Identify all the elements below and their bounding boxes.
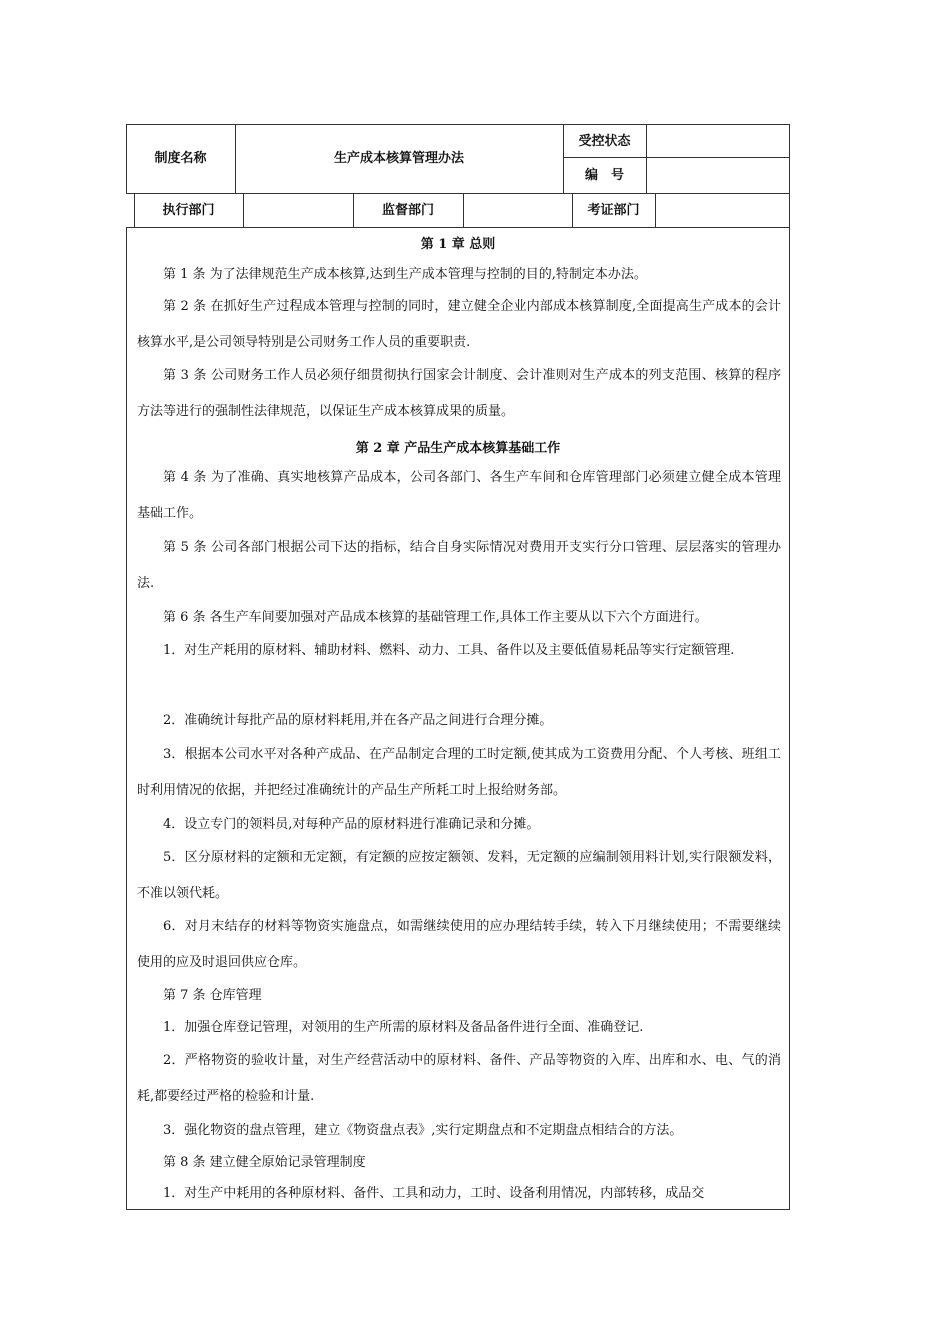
article-5: 第 5 条 公司各部门根据公司下达的指标，结合自身实际情况对费用开支实行分口管理、层层落实的管理办法. <box>137 540 781 591</box>
supervise-dept-label: 监督部门 <box>381 203 434 218</box>
article-7-item-2: 2．严格物资的验收计量，对生产经营活动中的原材料、备件、产品等物资的入库、出库和水、电、气的消耗,都要经过严格的检验和计量. <box>137 1053 781 1104</box>
article-7: 第 7 条 仓库管理 <box>163 988 262 1003</box>
content-box <box>126 227 790 1210</box>
chapter-1-heading: 第 1 章 总则 <box>420 237 496 252</box>
article-6-item-6: 6．对月末结存的材料等物资实施盘点，如需继续使用的应办理结转手续，转入下月继续使用；不需要继续使用的应及时退回供应仓库。 <box>137 919 781 970</box>
name-label: 制度名称 <box>154 151 207 166</box>
name-value: 生产成本核算管理办法 <box>333 151 464 166</box>
article-6-item-2: 2．准确统计每批产品的原材料耗用,并在各产品之间进行合理分摊。 <box>163 713 553 728</box>
article-3: 第 3 条 公司财务工作人员必须仔细贯彻执行国家会计制度、会计准则对生产成本的列支范围、核算的程序方法等进行的强制性法律规范，以保证生产成本核算成果的质量。 <box>137 368 781 419</box>
article-7-item-1: 1．加强仓库登记管理，对领用的生产所需的原材料及备品备件进行全面、准确登记. <box>163 1020 644 1035</box>
divider <box>655 193 656 228</box>
article-8-item-1: 1．对生产中耗用的各种原材料、备件、工具和动力，工时、设备利用情况，内部转移，成品交 <box>163 1186 705 1201</box>
audit-dept-label: 考证部门 <box>587 203 640 218</box>
divider <box>463 193 464 228</box>
control-label: 受控状态 <box>578 134 631 149</box>
article-4: 第 4 条 为了准确、真实地核算产品成本，公司各部门、各生产车间和仓库管理部门必须建立健全成本管理基础工作。 <box>137 470 781 521</box>
article-6: 第 6 条 各生产车间要加强对产品成本核算的基础管理工作,具体工作主要从以下六个方面进行。 <box>163 610 708 625</box>
divider <box>243 193 244 228</box>
article-8: 第 8 条 建立健全原始记录管理制度 <box>163 1155 366 1170</box>
article-7-item-3: 3．强化物资的盘点管理，建立《物资盘点表》,实行定期盘点和不定期盘点相结合的方法。 <box>163 1123 683 1138</box>
article-6-item-3: 3．根据本公司水平对各种产成品、在产品制定合理的工时定额,使其成为工资费用分配、个人考核、班组工时利用情况的依据，并把经过准确统计的产品生产所耗工时上报给财务部。 <box>137 747 781 798</box>
article-2: 第 2 条 在抓好生产过程成本管理与控制的同时，建立健全企业内部成本核算制度,全面提高生产成本的会计核算水平,是公司领导特别是公司财务工作人员的重要职责. <box>137 299 781 350</box>
chapter-2-heading: 第 2 章 产品生产成本核算基础工作 <box>355 441 561 456</box>
number-label: 编 号 <box>584 168 624 183</box>
article-1: 第 1 条 为了法律规范生产成本核算,达到生产成本管理与控制的目的,特制定本办法。 <box>163 267 647 282</box>
divider <box>646 124 647 194</box>
article-6-item-5: 5．区分原材料的定额和无定额，有定额的应按定额领、发料，无定额的应编制领用料计划,实行限额发料，不准以领代耗。 <box>137 850 781 901</box>
article-6-item-4: 4．设立专门的领料员,对每种产品的原材料进行准确记录和分摊。 <box>163 817 540 832</box>
exec-dept-label: 执行部门 <box>162 203 215 218</box>
article-6-item-1: 1．对生产耗用的原材料、辅助材料、燃料、动力、工具、备件以及主要低值易耗品等实行定额管理. <box>163 643 735 658</box>
divider <box>563 157 790 158</box>
